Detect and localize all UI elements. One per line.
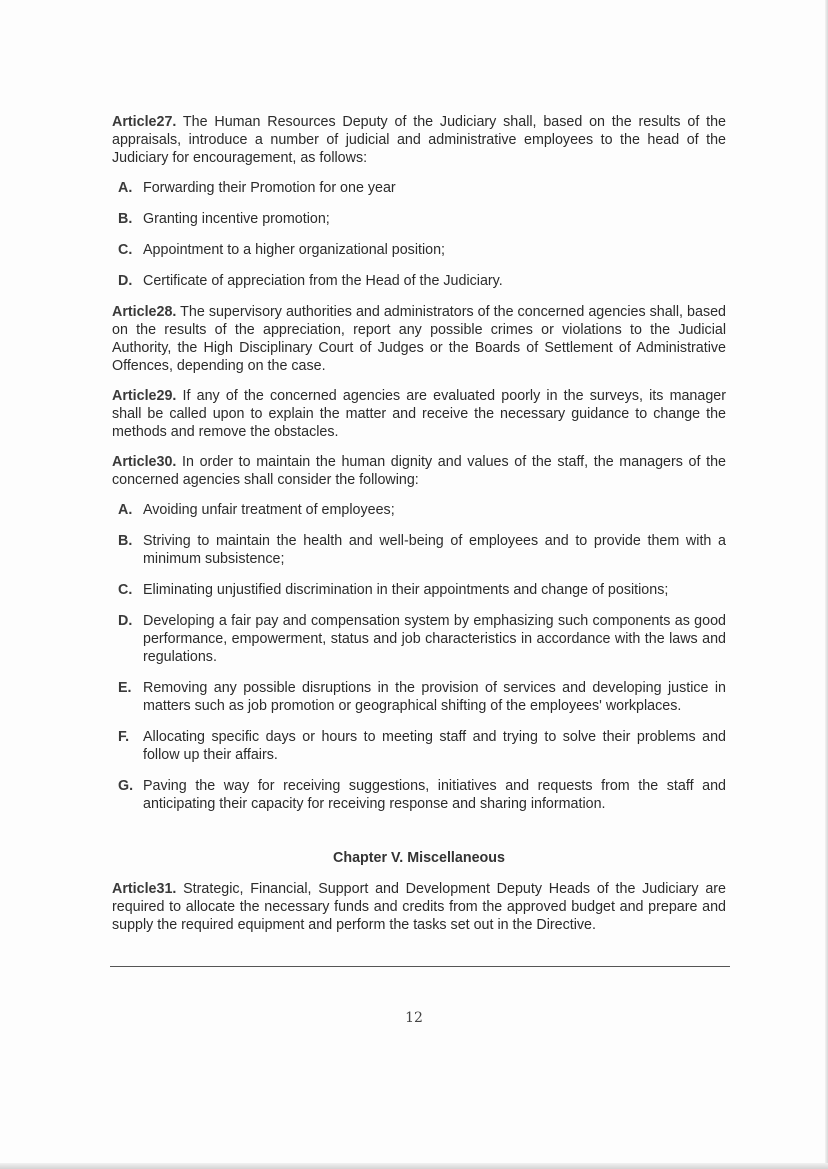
article-label: Article29. xyxy=(112,388,177,404)
page-body xyxy=(112,113,726,946)
list-item xyxy=(112,777,726,813)
list-item-text: Allocating specific days or hours to meeting staff and trying to solve their problems and follow up their affairs. xyxy=(143,729,726,763)
list-item xyxy=(112,728,726,764)
list-item-text: Paving the way for receiving suggestions, initiatives and requests from the staff and anticipating their capacity for receiving response and sharing information. xyxy=(143,778,726,812)
list-item xyxy=(112,241,726,259)
list-marker: A. xyxy=(118,502,133,518)
article-28 xyxy=(112,303,726,375)
article-30 xyxy=(112,453,726,489)
article-27 xyxy=(112,113,726,167)
list-item-text: Avoiding unfair treatment of employees; xyxy=(143,502,395,518)
list-marker: F. xyxy=(118,729,130,745)
list-item xyxy=(112,612,726,666)
list-marker: C. xyxy=(118,582,133,598)
list-item-text: Striving to maintain the health and well-being of employees and to provide them with a minimum subsistence; xyxy=(143,533,726,567)
list-marker: B. xyxy=(118,533,133,549)
list-item xyxy=(112,272,726,290)
article-label: Article31. xyxy=(112,881,177,897)
list-marker: D. xyxy=(118,273,133,289)
article-text: If any of the concerned agencies are evaluated poorly in the surveys, its manager shall be called upon to explain the matter and receive the necessary guidance to change the methods and remove the obstacles. xyxy=(112,388,726,440)
article-27-list xyxy=(112,179,726,290)
article-30-list xyxy=(112,501,726,813)
list-item-text: Developing a fair pay and compensation system by emphasizing such components as good performance, empowerment, status and job characteristics in accordance with the laws and regulations. xyxy=(143,613,726,665)
page-edge-bottom xyxy=(0,1163,828,1169)
list-marker: A. xyxy=(118,180,133,196)
article-label: Article30. xyxy=(112,454,177,470)
list-item-text: Removing any possible disruptions in the provision of services and developing justice in matters such as job promotion or geographical shifting of the employees' workplaces. xyxy=(143,680,726,714)
article-text: Strategic, Financial, Support and Development Deputy Heads of the Judiciary are required to allocate the necessary funds and credits from the approved budget and prepare and supply the required equipment and perform the tasks set out in the Directive. xyxy=(112,881,726,933)
list-marker: B. xyxy=(118,211,133,227)
list-item xyxy=(112,179,726,197)
list-marker: D. xyxy=(118,613,133,629)
article-text: The Human Resources Deputy of the Judiciary shall, based on the results of the appraisals, introduce a number of judicial and administrative employees to the head of the Judiciary for encouragement, as follows: xyxy=(112,114,726,166)
page-number: 12 xyxy=(405,1010,423,1026)
article-label: Article27. xyxy=(112,114,177,130)
footer-rule xyxy=(110,966,730,967)
article-text: In order to maintain the human dignity and values of the staff, the managers of the concerned agencies shall consider the following: xyxy=(112,454,726,488)
article-29 xyxy=(112,387,726,441)
list-item-text: Granting incentive promotion; xyxy=(143,211,330,227)
list-item-text: Appointment to a higher organizational position; xyxy=(143,242,446,258)
list-marker: G. xyxy=(118,778,134,794)
list-item xyxy=(112,532,726,568)
list-item xyxy=(112,679,726,715)
list-item-text: Eliminating unjustified discrimination in their appointments and change of positions; xyxy=(143,582,669,598)
chapter-heading: Chapter V. Miscellaneous xyxy=(333,850,505,866)
article-text: The supervisory authorities and administrators of the concerned agencies shall, based on the results of the appreciation, report any possible crimes or violations to the Judicial Authority, the High Disciplinary Court of Judges or the Boards of Settlement of Administrative Offences, depending on the case. xyxy=(112,304,726,374)
list-item xyxy=(112,501,726,519)
list-marker: E. xyxy=(118,680,132,696)
list-marker: C. xyxy=(118,242,133,258)
list-item-text: Certificate of appreciation from the Head of the Judiciary. xyxy=(143,273,503,289)
list-item-text: Forwarding their Promotion for one year xyxy=(143,180,396,196)
list-item xyxy=(112,581,726,599)
list-item xyxy=(112,210,726,228)
article-label: Article28. xyxy=(112,304,177,320)
article-31 xyxy=(112,880,726,934)
